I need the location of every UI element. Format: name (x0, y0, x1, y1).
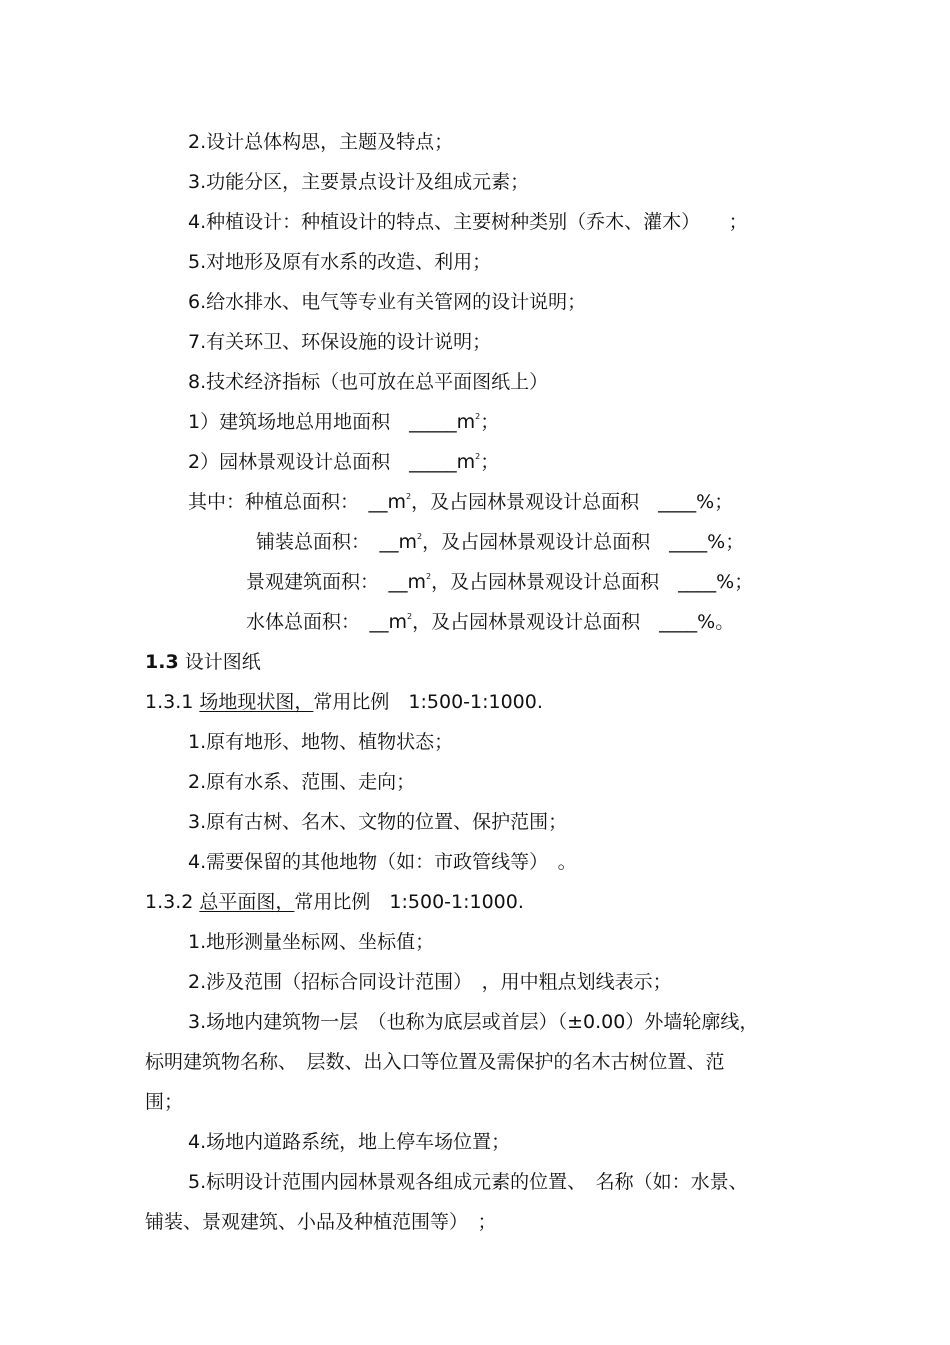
ratio-label: ，及占园林景观设计总面积 (422, 531, 670, 553)
ratio-label: ，及占园林景观设计总面积 (431, 571, 679, 593)
water-area-line (246, 610, 734, 634)
ratio-label: ，及占园林景观设计总面积 (411, 491, 659, 513)
fill-blank: ____ (669, 531, 708, 553)
unit-superscript: 2 (417, 532, 423, 541)
list-item: 1.地形测量坐标网、坐标值； (188, 931, 435, 953)
paragraph-line: 5.标明设计范围内园林景观各组成元素的位置、 名称（如：水景、 (188, 1171, 748, 1193)
paving-area-line (256, 530, 744, 554)
area-total-line (188, 410, 499, 434)
unit: m (456, 451, 476, 473)
list-item: 2.原有水系、范围、走向； (188, 771, 416, 793)
section-number: 1.3 (145, 651, 179, 673)
area-label: 其中：种植总面积： (188, 491, 369, 513)
subsection-title: 场地现状图， (199, 691, 314, 713)
punctuation: ； (480, 411, 500, 433)
list-item: 5.对地形及原有水系的改造、利用； (188, 251, 492, 273)
list-item: 6.给水排水、电气等专业有关管网的设计说明； (188, 291, 587, 313)
subsection-number: 1.3.2 (145, 891, 200, 913)
fill-blank: ____ (678, 571, 717, 593)
area-label: 铺装总面积： (256, 531, 380, 553)
unit: m (387, 491, 407, 513)
paragraph-line: 铺装、景观建筑、小品及种植范围等） ； (145, 1211, 497, 1233)
list-item: 8.技术经济指标（也可放在总平面图纸上） (188, 371, 549, 393)
section-title: 设计图纸 (178, 651, 261, 673)
percent-sign: %。 (697, 611, 735, 633)
list-item: 3.功能分区，主要景点设计及组成元素； (188, 171, 530, 193)
subsection-heading (145, 890, 524, 914)
planting-area-line (188, 490, 733, 514)
unit: m (407, 571, 427, 593)
list-item: 4.场地内道路系统，地上停车场位置； (188, 1131, 511, 1153)
percent-sign: %； (716, 571, 754, 593)
subsection-heading (145, 690, 543, 714)
building-area-line (246, 570, 753, 594)
unit-superscript: 2 (426, 572, 432, 581)
fill-blank: _____ (409, 411, 457, 433)
paragraph-line: 围； (145, 1091, 184, 1113)
section-heading (145, 650, 261, 674)
fill-blank: __ (368, 491, 388, 513)
area-label: 2）园林景观设计总面积 (188, 451, 410, 473)
fill-blank: __ (379, 531, 399, 553)
list-item: 7.有关环卫、环保设施的设计说明； (188, 331, 492, 353)
area-label: 水体总面积： (246, 611, 370, 633)
unit: m (456, 411, 476, 433)
fill-blank: __ (369, 611, 389, 633)
percent-sign: %； (707, 531, 745, 553)
area-label: 1）建筑场地总用地面积 (188, 411, 410, 433)
area-label: 景观建筑面积： (246, 571, 389, 593)
subsection-number: 1.3.1 (145, 691, 200, 713)
list-item: 4.种植设计：种植设计的特点、主要树种类别（乔木、灌木） ； (188, 211, 748, 233)
list-item: 3.原有古树、名木、文物的位置、保护范围； (188, 811, 568, 833)
fill-blank: ____ (658, 491, 697, 513)
percent-sign: %； (696, 491, 734, 513)
fill-blank: ____ (659, 611, 698, 633)
list-item: 2.涉及范围（招标合同设计范围） ，用中粗点划线表示； (188, 971, 672, 993)
unit-superscript: 2 (407, 612, 413, 621)
fill-blank: __ (388, 571, 408, 593)
unit: m (388, 611, 408, 633)
area-design-line (188, 450, 499, 474)
ratio-label: ，及占园林景观设计总面积 (412, 611, 660, 633)
subsection-title: 总平面图， (199, 891, 295, 913)
unit-superscript: 2 (406, 492, 412, 501)
list-item: 1.原有地形、地物、植物状态； (188, 731, 454, 753)
scale-note: 常用比例 1:500-1:1000. (294, 891, 524, 913)
scale-note: 常用比例 1:500-1:1000. (313, 691, 543, 713)
punctuation: ； (480, 451, 500, 473)
unit: m (398, 531, 418, 553)
paragraph-line: 3.场地内建筑物一层 （也称为底层或首层）（±0.00）外墙轮廓线， (188, 1011, 759, 1033)
unit-superscript: 2 (475, 452, 481, 461)
list-item: 2.设计总体构思，主题及特点； (188, 131, 454, 153)
fill-blank: _____ (409, 451, 457, 473)
unit-superscript: 2 (475, 412, 481, 421)
paragraph-line: 标明建筑物名称、 层数、出入口等位置及需保护的名木古树位置、范 (145, 1051, 725, 1073)
list-item: 4.需要保留的其他地物（如：市政管线等） 。 (188, 851, 577, 873)
